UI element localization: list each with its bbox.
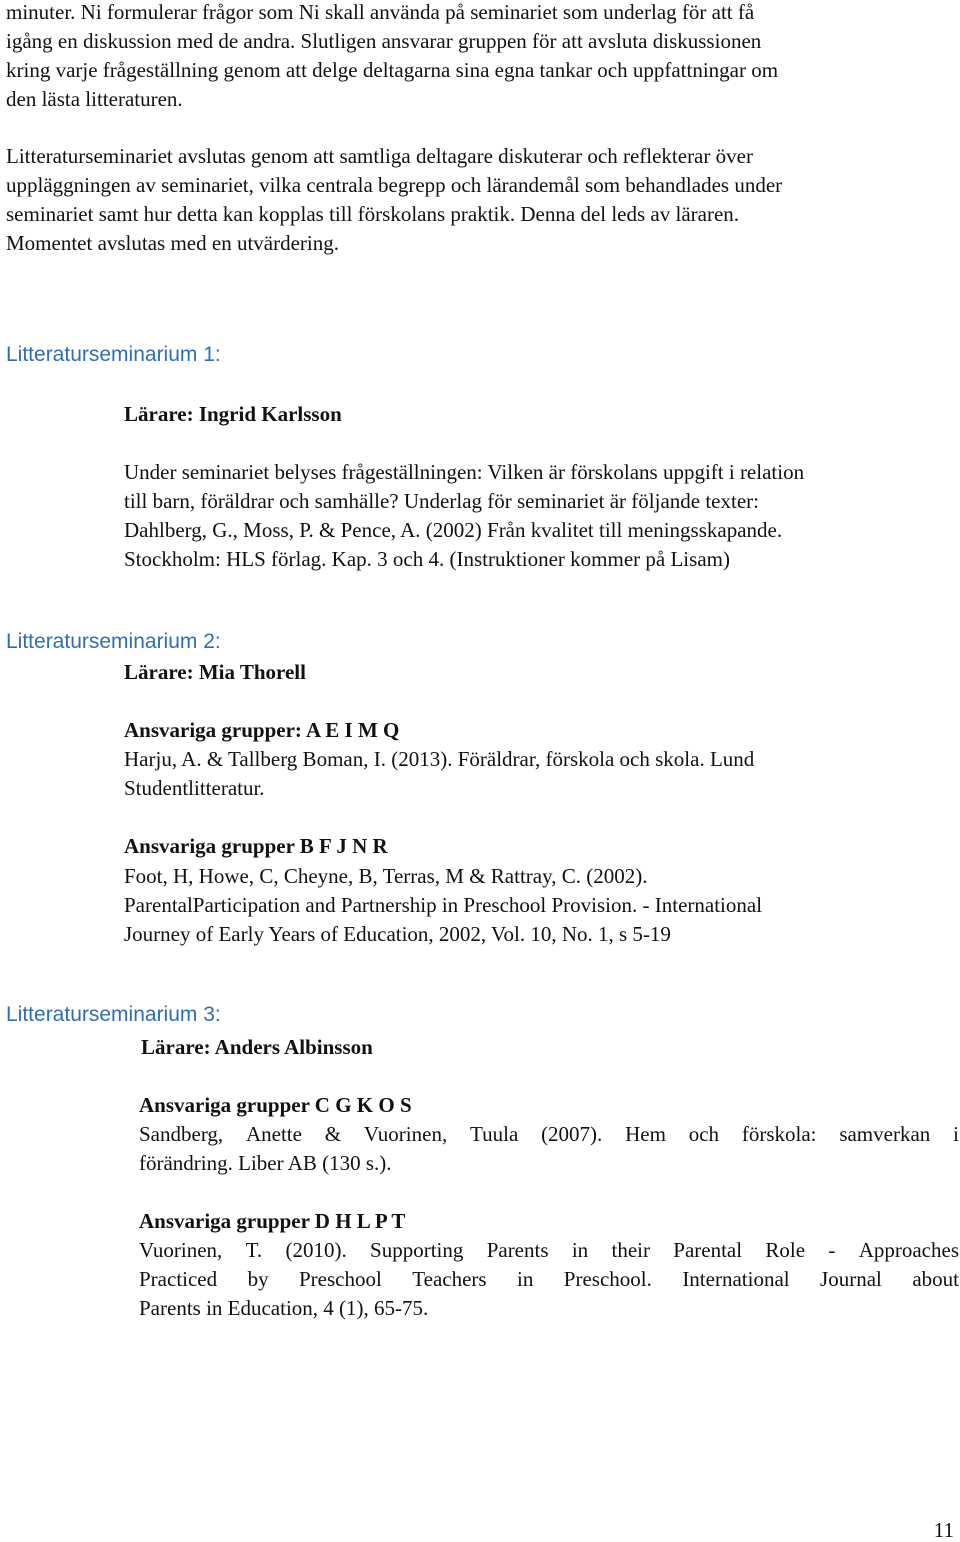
text-line: Stockholm: HLS förlag. Kap. 3 och 4. (Instruktioner kommer på Lisam): [124, 547, 730, 571]
seminar-2-teacher: Lärare: Mia Thorell: [124, 660, 306, 684]
word: Sandberg,: [139, 1122, 224, 1146]
word: (2007).: [541, 1122, 603, 1146]
text-line: ParentalParticipation and Partnership in Preschool Provision. - International: [124, 893, 763, 917]
word: Hem: [625, 1122, 666, 1146]
intro-paragraph-1: [6, 0, 954, 114]
word: förskola:: [741, 1122, 817, 1146]
seminar-1-description: [124, 458, 804, 574]
word: Vuorinen,: [363, 1122, 448, 1146]
text-line: Momentet avslutas med en utvärdering.: [6, 231, 339, 255]
seminar-2-heading: Litteraturseminarium 2:: [6, 630, 221, 653]
text-line: minuter. Ni formulerar frågor som Ni skall använda på seminariet som underlag för att få: [6, 0, 755, 24]
word: Supporting: [370, 1238, 464, 1262]
word: Preschool.: [563, 1267, 652, 1291]
word: Journal: [820, 1267, 882, 1291]
text-line: Foot, H, Howe, C, Cheyne, B, Terras, M & Rattray, C. (2002).: [124, 864, 648, 888]
word: Approaches: [858, 1238, 959, 1262]
seminar-3-teacher: Lärare: Anders Albinsson: [141, 1035, 373, 1059]
seminar-1-teacher: Lärare: Ingrid Karlsson: [124, 402, 342, 426]
seminar-3-group-2-title: Ansvariga grupper D H L P T: [139, 1209, 406, 1233]
word: Anette: [245, 1122, 302, 1146]
word: -: [828, 1238, 836, 1262]
seminar-2-group-2-reference: [124, 862, 762, 949]
text-line: [139, 1120, 959, 1149]
text-line: igång en diskussion med de andra. Slutligen ansvarar gruppen för att avsluta diskussionen: [6, 29, 762, 53]
text-line: Journey of Early Years of Education, 2002, Vol. 10, No. 1, s 5-19: [124, 922, 671, 946]
page-number: 11: [933, 1518, 954, 1542]
word: Parents: [486, 1238, 549, 1262]
word: Vuorinen,: [139, 1238, 223, 1262]
text-line: den lästa litteraturen.: [6, 87, 183, 111]
word: (2010).: [285, 1238, 347, 1262]
seminar-3-group-1-reference: [139, 1120, 959, 1178]
word: Tuula: [470, 1122, 519, 1146]
text-line: seminariet samt hur detta kan kopplas till förskolans praktik. Denna del leds av läraren.: [6, 202, 740, 226]
seminar-2-group-2-title: Ansvariga grupper B F J N R: [124, 834, 388, 858]
word: Role: [765, 1238, 806, 1262]
word: Parental: [673, 1238, 743, 1262]
seminar-2-group-1-reference: [124, 745, 754, 803]
intro-paragraph-2: [6, 142, 954, 258]
text-line: [139, 1236, 959, 1265]
word: i: [953, 1122, 959, 1146]
seminar-2-group-1-title: Ansvariga grupper: A E I M Q: [124, 718, 400, 742]
text-line: kring varje frågeställning genom att delge deltagarna sina egna tankar och uppfattningar om: [6, 58, 779, 82]
word: samverkan: [839, 1122, 931, 1146]
word: och: [688, 1122, 720, 1146]
text-line: Dahlberg, G., Moss, P. & Pence, A. (2002) Från kvalitet till meningsskapande.: [124, 518, 783, 542]
seminar-3-group-2-reference: [139, 1236, 959, 1323]
word: Preschool: [299, 1267, 382, 1291]
seminar-3-heading: Litteraturseminarium 3:: [6, 1003, 221, 1026]
word: Teachers: [412, 1267, 487, 1291]
text-line: Under seminariet belyses frågeställningen: Vilken är förskolans uppgift i relation: [124, 460, 805, 484]
text-line: till barn, föräldrar och samhälle? Underlag för seminariet är följande texter:: [124, 489, 759, 513]
seminar-1-heading: Litteraturseminarium 1:: [6, 343, 221, 366]
text-line: Litteraturseminariet avslutas genom att samtliga deltagare diskuterar och reflekterar över: [6, 144, 753, 168]
word: their: [611, 1238, 650, 1262]
word: by: [247, 1267, 269, 1291]
text-line: Parents in Education, 4 (1), 65-75.: [139, 1296, 429, 1320]
word: &: [324, 1122, 342, 1146]
word: Practiced: [139, 1267, 218, 1291]
text-line: Harju, A. & Tallberg Boman, I. (2013). Föräldrar, förskola och skola. Lund: [124, 747, 755, 771]
word: T.: [245, 1238, 263, 1262]
text-line: förändring. Liber AB (130 s.).: [139, 1151, 392, 1175]
word: in: [517, 1267, 534, 1291]
text-line: Studentlitteratur.: [124, 776, 265, 800]
text-line: uppläggningen av seminariet, vilka centrala begrepp och lärandemål som behandlades under: [6, 173, 783, 197]
word: in: [571, 1238, 589, 1262]
word: International: [682, 1267, 790, 1291]
seminar-3-group-1-title: Ansvariga grupper C G K O S: [139, 1093, 412, 1117]
word: about: [912, 1267, 959, 1291]
text-line: [139, 1265, 959, 1294]
